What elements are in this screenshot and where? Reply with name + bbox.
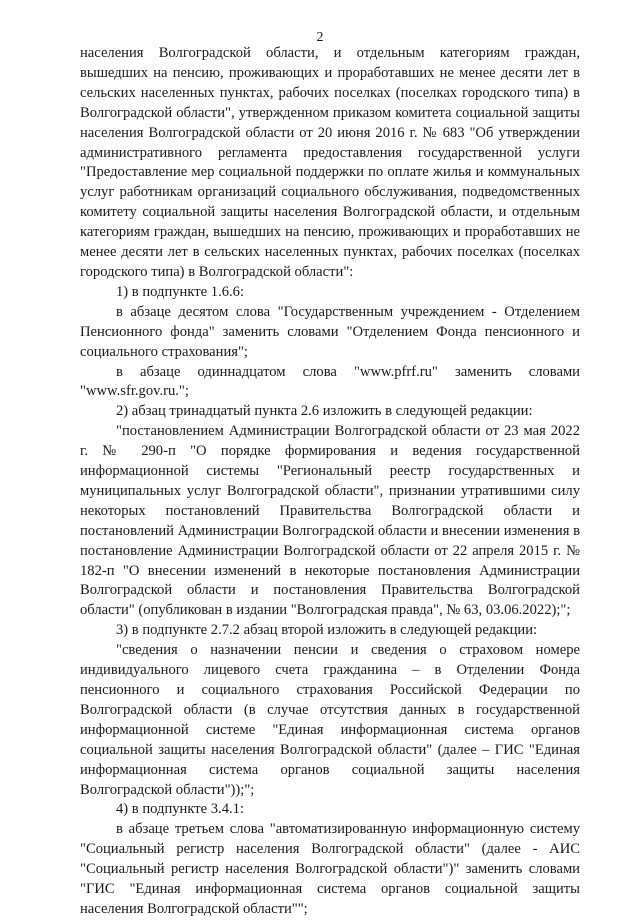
paragraph: населения Волгоградской области, и отдельным категориям граждан, вышедших на пенсию, проживающих и проработавших не менее десяти лет в сельских населенных пунктах, рабочих поселках (поселках городского типа) в Волгоградской области", утвержденном приказом комитета социальной защиты населения Волгоградской области от 20 июня 2016 г. № 683 "Об утверждении административного регламента предоставления государственной услуги "Предоставление мер социальной поддержки по оплате жилья и коммунальных услуг работникам организаций социального обслуживания, подведомственных комитету социальной защиты населения Волгоградской области, и отдельным категориям граждан, вышедших на пенсию, проживающих и проработавших не менее десяти лет в сельских населенных пунктах, рабочих поселках (поселках городского типа) в Волгоградской области": — [80, 45, 580, 280]
paragraph: 1) в подпункте 1.6.6: — [116, 283, 245, 300]
paragraph: 3) в подпункте 2.7.2 абзац второй изложить в следующей редакции: — [116, 622, 538, 639]
paragraph: 4) в подпункте 3.4.1: — [116, 801, 245, 818]
paragraph: в абзаце третьем слова "автоматизированную информационную систему "Социальный регистр населения Волгоградской области" (далее - АИС "Социальный регистр населения Волгоградской области")" заменить словами "ГИС "Единая информационная система органов социальной защиты населения Волгоградской области""; — [80, 821, 580, 917]
paragraph: в абзаце десятом слова "Государственным учреждением - Отделением Пенсионного фонда" заменить словами "Отделением Фонда пенсионного и социального страхования"; — [80, 303, 580, 360]
paragraph: "сведения о назначении пенсии и сведения о страховом номере индивидуального лицевого счета гражданина – в Отделении Фонда пенсионного и социального страхования Российской Федерации по Волгоградской области (в случае отсутствия данных в государственной информационной системе "Единая информационная система органов социальной защиты населения Волгоградской области" (далее – ГИС "Единая информационная система органов социальной защиты населения Волгоградской области"));"; — [80, 642, 580, 798]
paragraph: в абзаце одиннадцатом слова "www.pfrf.ru" заменить словами "www.sfr.gov.ru."; — [80, 363, 580, 400]
paragraph: 2) абзац тринадцатый пункта 2.6 изложить в следующей редакции: — [116, 403, 533, 420]
page-number: 2 — [316, 30, 324, 45]
document-body — [80, 44, 580, 920]
paragraph: "постановлением Администрации Волгоградской области от 23 мая 2022 г. № 290-п "О порядке формирования и ведения государственной информационной системы "Региональный реестр государственных и муниципальных услуг Волгоградской области", признании утратившими силу некоторых постановлений Правительства Волгоградской области и постановлений Администрации Волгоградской области и внесении изменения в постановление Администрации Волгоградской области от 22 апреля 2015 г. № 182-п "О внесении изменений в некоторые постановления Администрации Волгоградской области и постановления Правительства Волгоградской области" (опубликован в издании "Волгоградская правда", № 63, 03.06.2022);"; — [80, 423, 580, 619]
